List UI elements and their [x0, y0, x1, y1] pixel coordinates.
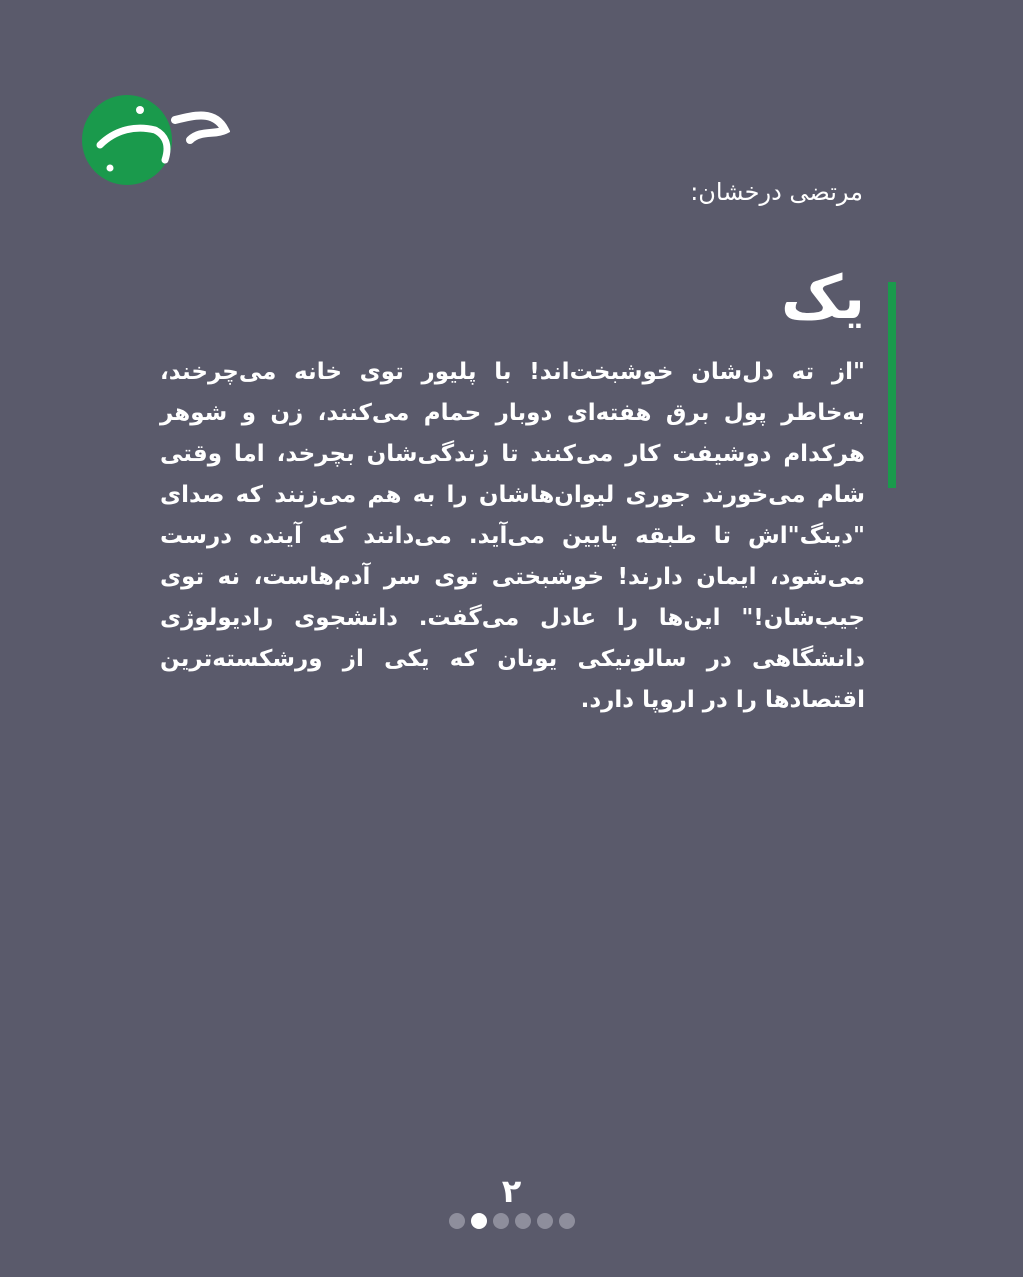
author-name: مرتضی درخشان:	[690, 178, 863, 206]
body-paragraph: "از ته دل‌شان خوشبخت‌اند! با پلیور توی خانه می‌چرخند، به‌خاطر پول برق هفته‌ای دوبار حمام می‌کنند، زن و شوهر هرکدام دوشیفت کار می‌کنند تا زندگی‌شان بچرخد، اما وقتی شام می‌خورند جوری لیوان‌هاشان را به هم می‌زنند که صدای "دینگ"اش تا طبقه پایین می‌آید. می‌دانند که آینده درست می‌شود، ایمان دارند! خوشبختی توی سر آدم‌هاست، نه توی جیب‌شان!" این‌ها را عادل می‌گفت. دانشجوی رادیولوژی دانشگاهی در سالونیکی یونان که یکی از ورشکسته‌ترین اقتصادها را در اروپا دارد.	[160, 359, 865, 713]
headline: یک	[781, 263, 865, 333]
pagination-dot[interactable]	[537, 1213, 553, 1229]
pagination-dots	[0, 1213, 1023, 1229]
brand-logo	[80, 90, 230, 190]
pagination-dot[interactable]	[493, 1213, 509, 1229]
logo-mark	[80, 90, 230, 190]
pagination-dot[interactable]	[559, 1213, 575, 1229]
pagination-dot-active[interactable]	[471, 1213, 487, 1229]
accent-bar	[888, 282, 896, 488]
page-number: ۲	[501, 1172, 522, 1210]
pagination-dot[interactable]	[515, 1213, 531, 1229]
pagination-dot[interactable]	[449, 1213, 465, 1229]
